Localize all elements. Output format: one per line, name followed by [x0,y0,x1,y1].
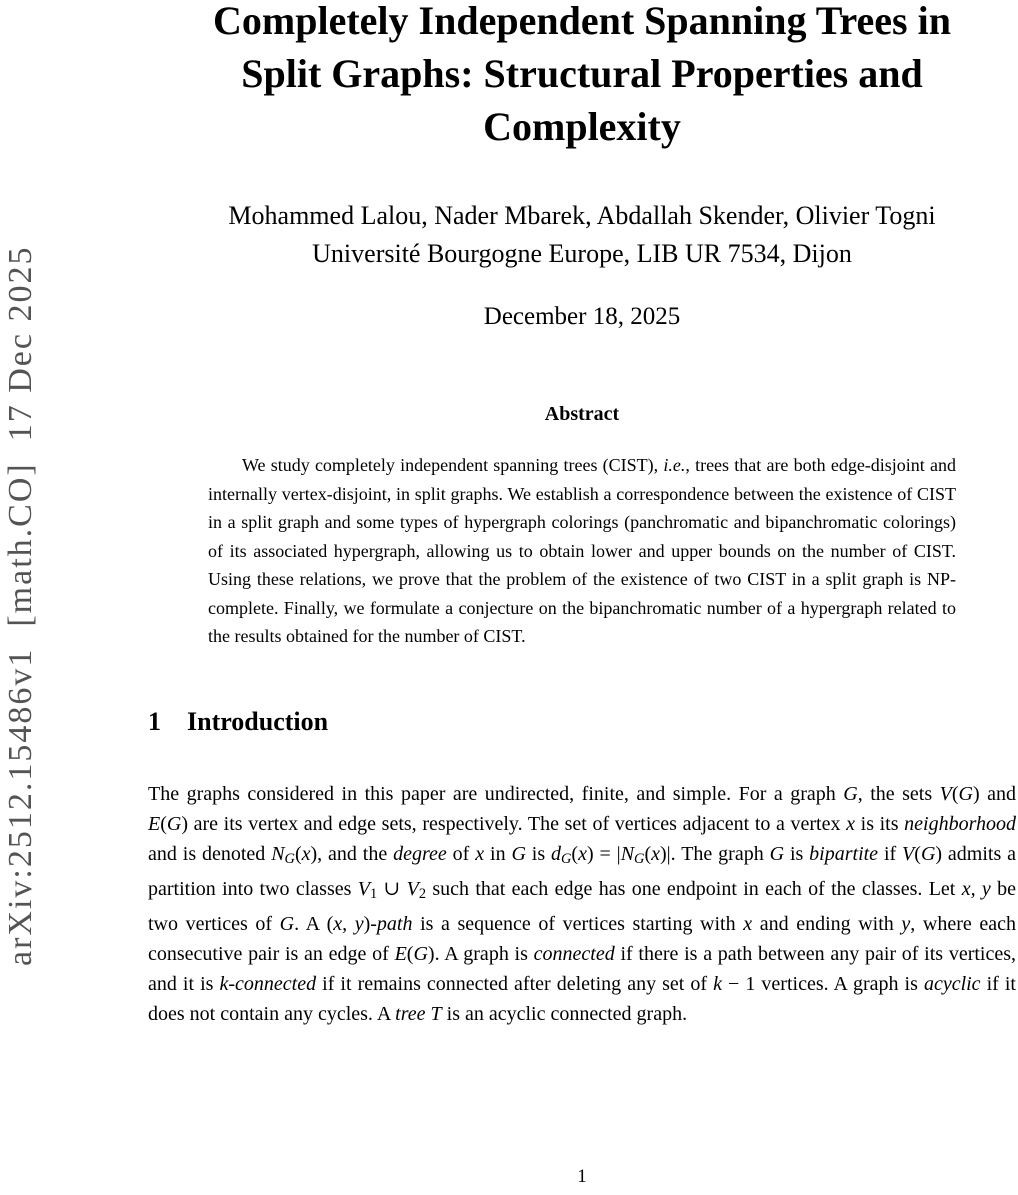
text-segment: V [939,782,952,805]
text-segment: G [166,812,182,835]
text-segment: i.e. [663,455,686,475]
introduction-paragraph [148,779,1016,1029]
text-segment: ), and the [310,842,394,865]
text-segment: ) = | [586,842,621,865]
text-segment: acyclic [923,972,981,995]
text-segment: if [878,842,903,865]
paper-title [148,0,1016,153]
text-segment: G [843,782,858,805]
text-segment: − 1 vertices. A graph is [722,972,924,995]
text-segment: ( [406,942,414,965]
text-segment: of [446,842,476,865]
text-segment: in [484,842,512,865]
text-segment: )- [363,912,377,935]
text-segment: x [301,842,311,865]
text-segment: and ending with [752,912,902,935]
text-segment: We study completely independent spanning trees (CIST), [242,455,664,475]
paper-title-line: Complexity [483,104,681,149]
text-segment: tree [395,1002,426,1025]
paper-title-line: Split Graphs: Structural Properties and [241,51,923,96]
text-segment: is [525,842,552,865]
text-segment: k-connected [219,972,317,995]
text-segment: V [406,877,419,900]
abstract-text [208,451,956,651]
text-segment: x [743,912,753,935]
text-segment: E [148,812,161,835]
arxiv-watermark: arXiv:2512.15486v1 [math.CO] 17 Dec 2025 [2,245,39,966]
section-heading-introduction [148,707,1016,737]
text-segment: 2 [418,885,427,902]
text-segment: and is denoted [148,842,272,865]
text-segment: connected [533,942,615,965]
text-segment: G [634,850,645,867]
text-segment: . A ( [294,912,334,935]
text-segment: , the sets [857,782,940,805]
text-segment: N [620,842,635,865]
text-segment: if it does not contain any cycles. A [148,972,1016,1025]
text-segment: y [901,912,911,935]
text-segment: ( [951,782,959,805]
text-segment: neighborhood [904,812,1016,835]
text-segment: The graphs considered in this paper are undirected, finite, and simple. For a graph [148,782,844,805]
text-segment: N [271,842,285,865]
text-segment: is a sequence of vertices starting with [412,912,744,935]
section-number: 1 [148,706,161,736]
text-segment: x [651,842,661,865]
text-segment: degree [393,842,447,865]
text-segment: G [279,912,295,935]
text-segment: if it remains connected after deleting any set of [316,972,714,995]
text-segment: x [475,842,485,865]
date-line: December 18, 2025 [483,303,681,330]
text-segment: ( [914,842,921,865]
text-segment: k [713,972,722,995]
text-segment: is [784,842,810,865]
text-segment: ) are its vertex and edge sets, respectively. The set of vertices adjacent to a vertex [181,812,847,835]
text-segment: path [376,912,413,935]
text-segment: ) admits a partition into two classes [148,842,1017,900]
text-segment: x, y [961,877,991,900]
text-segment: T [430,1002,442,1025]
text-segment: d [551,842,562,865]
authors-line: Mohammed Lalou, Nader Mbarek, Abdallah Skender, Olivier Togni [228,201,936,230]
text-segment: E [394,942,407,965]
text-segment: 1 [369,885,378,902]
text-segment: if there is a path between any pair of its vertices, and it is [148,942,1017,995]
text-segment: G [511,842,526,865]
text-segment: G [413,942,428,965]
paper-content [148,0,1016,1029]
text-segment: ). A graph is [427,942,534,965]
text-segment: G [284,850,295,867]
text-segment: x [578,842,587,865]
text-segment: , where each consecutive pair is an edge of [148,912,1016,965]
text-segment: , trees that are both edge-disjoint and internally vertex-disjoint, in split graphs. We establish a correspondence between the existence of CIST in a split graph and some types of hypergraph colorings (panchromatic and bipanchromatic colorings) of its associated hypergraph, allowing us to obtain lower and upper bounds on the number of CIST. Using these relations, we prove that the problem of the existence of two CIST in a split graph is NP-complete. Finally, we formulate a conjecture on the bipanchromatic number of a hypergraph related to the results obtained for the number of CIST. [208,455,957,646]
authors-block [148,197,1016,273]
affiliation-line: Université Bourgogne Europe, LIB UR 7534, Dijon [312,239,852,268]
paper-title-line: Completely Independent Spanning Trees in [213,0,951,43]
text-segment: ( [160,812,167,835]
text-segment: ( [294,842,302,865]
text-segment: is its [855,812,905,835]
text-segment: V [902,842,915,865]
text-segment: G [958,782,973,805]
text-segment: bipartite [809,842,879,865]
text-segment: G [920,842,936,865]
text-segment: x [846,812,856,835]
text-segment: V [357,877,370,900]
page-number: 1 [577,1166,587,1187]
text-segment: be two vertices of [148,877,1016,935]
text-segment: ( [571,842,579,865]
text-segment: such that each edge has one endpoint in each of the classes. Let [426,877,962,900]
text-segment: G [561,850,572,867]
text-segment: ) and [972,782,1016,805]
section-title: Introduction [187,706,329,736]
text-segment: x, y [333,912,364,935]
text-segment: is an acyclic connected graph. [441,1002,688,1025]
abstract-heading: Abstract [544,403,620,425]
text-segment: ( [644,842,652,865]
text-segment: )|. The graph [660,842,770,865]
text-segment: G [769,842,785,865]
text-segment: ∪ [377,877,407,900]
